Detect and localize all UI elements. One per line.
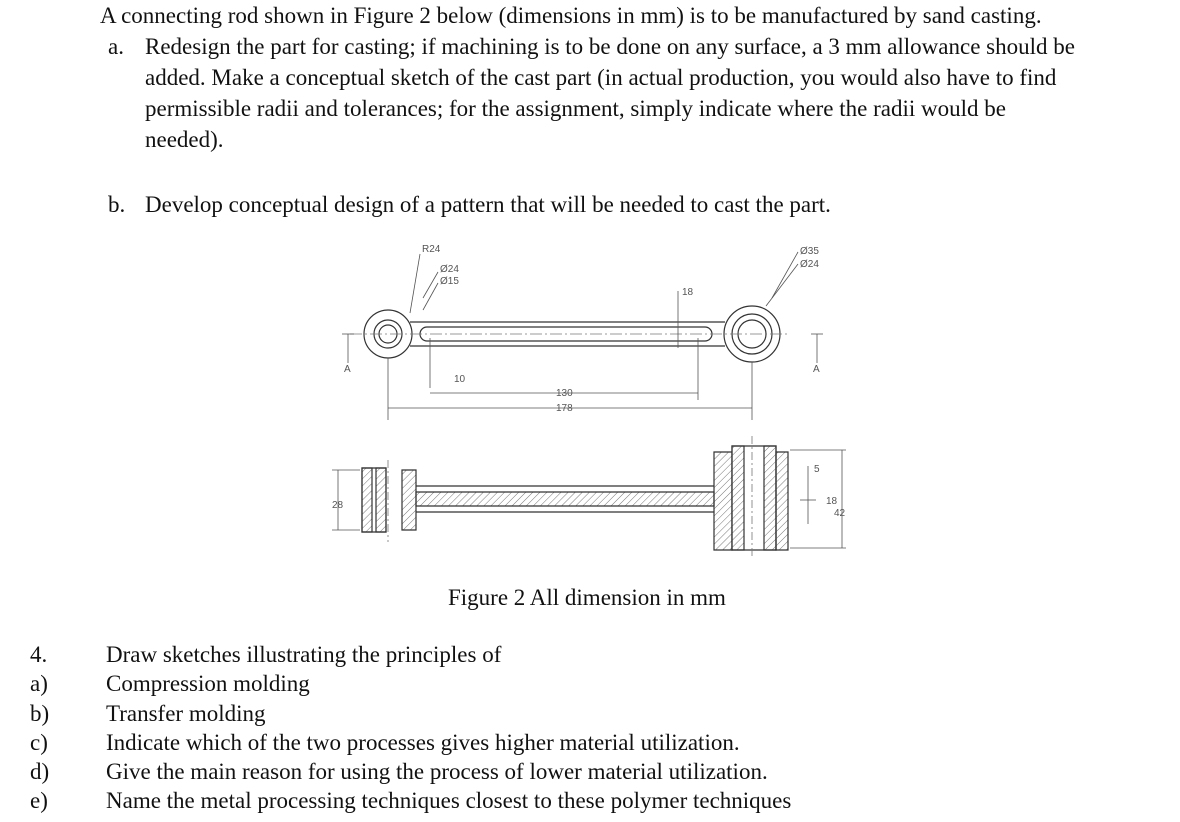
section-mark-left: A: [344, 364, 351, 375]
small-end-flange: [402, 470, 416, 530]
part-a-line-1: Redesign the part for casting; if machining is to be done on any surface, a 3 mm allowance should be: [145, 34, 1075, 59]
top-view: [342, 306, 823, 363]
part-a-marker: a.: [108, 34, 124, 59]
dim-w10: 10: [454, 374, 466, 385]
q3-intro: A connecting rod shown in Figure 2 below (dimensions in mm) is to be manufactured by sand casting.: [100, 3, 1042, 28]
q4-item-e-marker: e): [30, 788, 48, 813]
q4-item-a-marker: a): [30, 671, 48, 696]
dim-h42: 42: [834, 508, 846, 519]
part-a-line-2: added. Make a conceptual sketch of the cast part (in actual production, you would also have to find: [145, 65, 1057, 90]
web-section: [416, 492, 714, 506]
section-mark-right: A: [813, 364, 820, 375]
dim-d15: Ø15: [440, 276, 459, 287]
section-view: [362, 446, 788, 550]
dim-t5: 5: [814, 464, 820, 475]
part-b-text: Develop conceptual design of a pattern that will be needed to cast the part.: [145, 192, 831, 217]
dim-w18: 18: [682, 287, 694, 298]
dim-l130: 130: [556, 388, 573, 399]
part-a-line-3: permissible radii and tolerances; for the assignment, simply indicate where the radii would be: [145, 96, 1006, 121]
dim-d24-left: Ø24: [440, 264, 459, 275]
connecting-rod-figure: [320, 238, 860, 556]
q4-item-e-text: Name the metal processing techniques closest to these polymer techniques: [106, 788, 792, 813]
part-b-marker: b.: [108, 192, 126, 217]
q4-item-d-text: Give the main reason for using the process of lower material utilization.: [106, 759, 768, 784]
figure-caption: Figure 2 All dimension in mm: [448, 585, 726, 610]
part-a-line-4: needed).: [145, 127, 224, 152]
q4-number: 4.: [30, 642, 48, 667]
dim-r24: R24: [422, 244, 441, 255]
q4-intro: Draw sketches illustrating the principles of: [106, 642, 502, 667]
dim-l178: 178: [556, 403, 573, 414]
q4-item-c-marker: c): [30, 730, 48, 755]
q4-item-c-text: Indicate which of the two processes gives higher material utilization.: [106, 730, 740, 755]
q4-item-d-marker: d): [30, 759, 50, 784]
q4-item-b-text: Transfer molding: [106, 701, 266, 726]
q4-item-b-marker: b): [30, 701, 50, 726]
dim-d24-right: Ø24: [800, 259, 819, 270]
dim-d35: Ø35: [800, 246, 819, 257]
big-end-flange: [714, 452, 732, 550]
dim-h18: 18: [826, 496, 838, 507]
dim-h28: 28: [332, 500, 344, 511]
q4-item-a-text: Compression molding: [106, 671, 310, 696]
